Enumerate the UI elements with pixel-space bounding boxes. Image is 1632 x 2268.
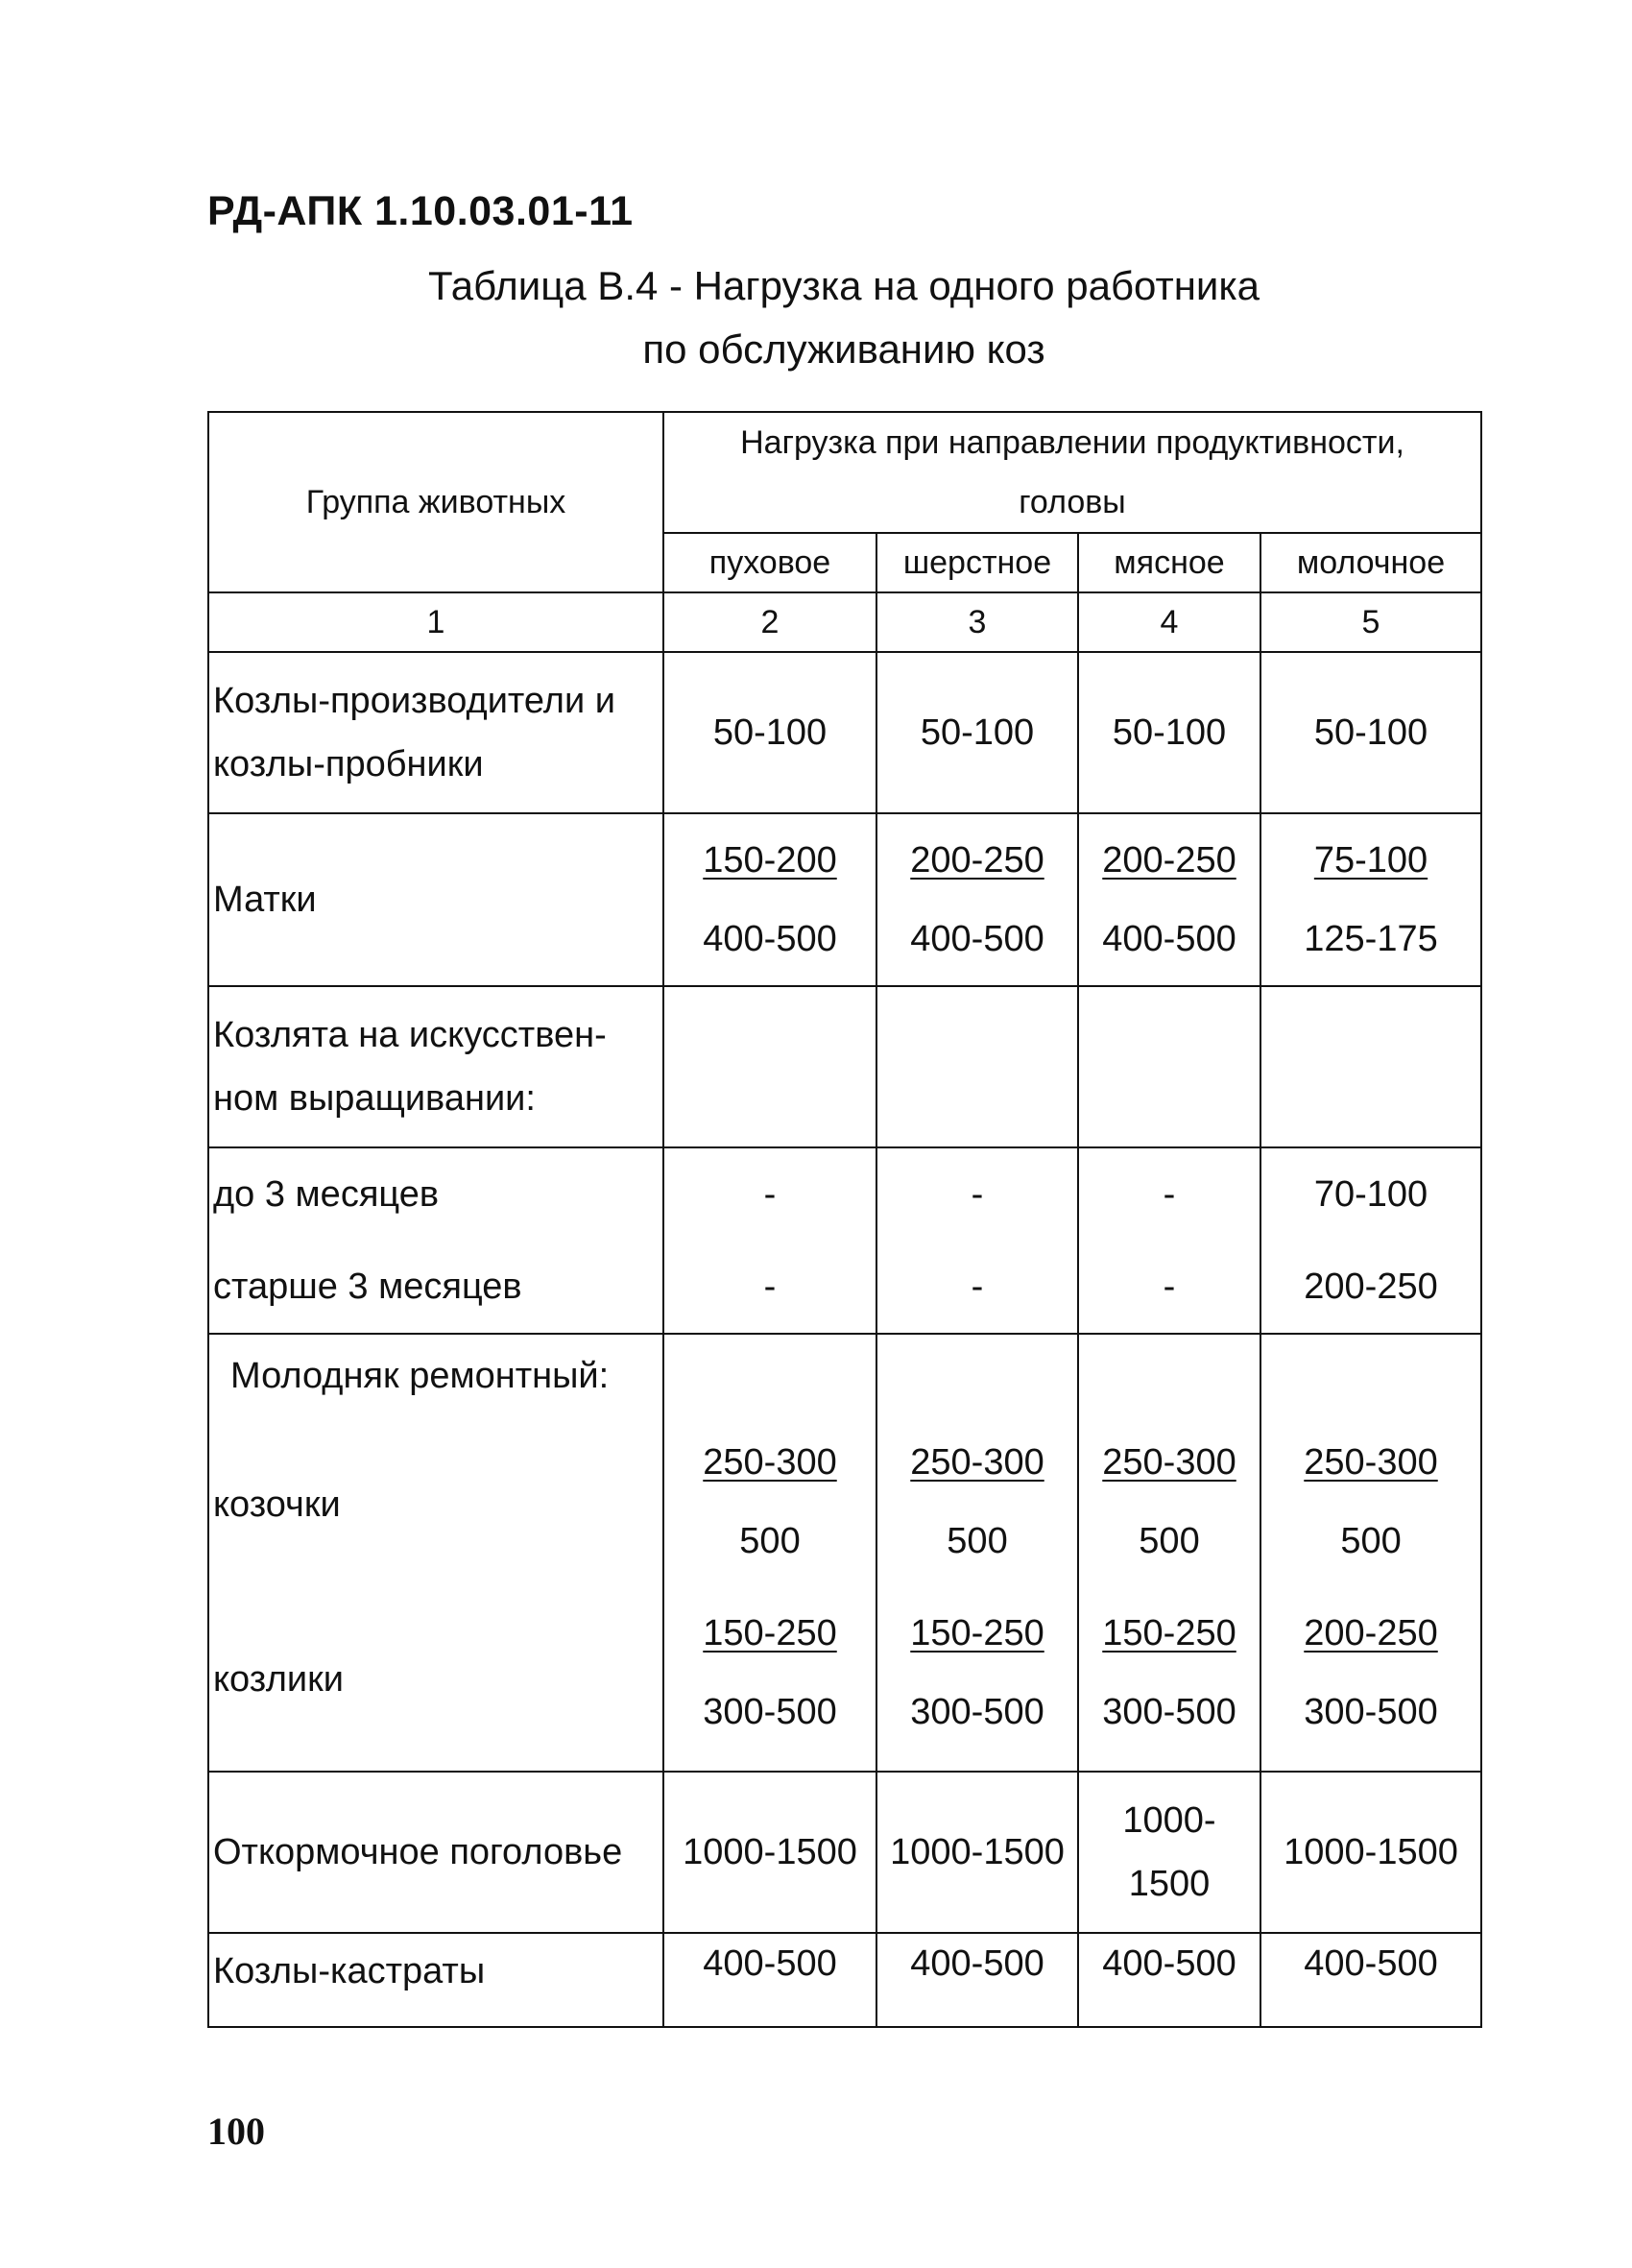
table-caption-line1: Таблица В.4 - Нагрузка на одного работника <box>427 263 1260 308</box>
cell-value-top: 150-250 <box>703 1613 837 1653</box>
cell-value-bottom: - <box>1163 1267 1176 1307</box>
column-number: 2 <box>663 592 876 652</box>
cell-value-top: - <box>763 1174 777 1215</box>
cell-value-bottom: 500 <box>947 1521 1008 1561</box>
table-cell: 50-100 <box>1078 652 1260 813</box>
table-cell <box>1260 1147 1481 1334</box>
row-label-castrates: Козлы-кастраты <box>208 1933 663 2027</box>
row-label-bucks <box>208 652 663 813</box>
table-cell <box>876 1334 1078 1772</box>
page-number: 100 <box>207 2110 265 2153</box>
cell-value-top: 250-300 <box>910 1442 1044 1483</box>
cell-value-bottom: 500 <box>739 1521 801 1561</box>
column-number: 1 <box>208 592 663 652</box>
table-cell <box>1260 813 1481 986</box>
table-cell <box>876 813 1078 986</box>
row-label-line: Молодняк ремонтный: <box>230 1356 610 1396</box>
cell-value-bottom: 200-250 <box>1304 1267 1438 1307</box>
column-number: 5 <box>1260 592 1481 652</box>
subheader-meat: мясное <box>1078 533 1260 592</box>
table-row-replacement-young <box>208 1334 1481 1772</box>
cell-value-top: 75-100 <box>1313 840 1428 881</box>
cell-value-top: - <box>971 1174 984 1215</box>
table-cell <box>1078 813 1260 986</box>
cell-value-top: 200-250 <box>910 840 1044 881</box>
table-cell-empty <box>1078 986 1260 1147</box>
table-cell <box>1078 1147 1260 1334</box>
table-cell-empty <box>1260 986 1481 1147</box>
table-cell: 1000-1500 <box>663 1772 876 1933</box>
table-cell-empty <box>663 986 876 1147</box>
table-cell: 1000-1500 <box>876 1772 1078 1933</box>
subheader-dairy: молочное <box>1260 533 1481 592</box>
table-cell <box>663 1147 876 1334</box>
goat-workload-table <box>207 411 1482 2028</box>
load-header-line2: головы <box>1019 484 1126 520</box>
subheader-down: пуховое <box>663 533 876 592</box>
row-label-line: козлики <box>213 1659 345 1700</box>
cell-value-bottom: 300-500 <box>703 1692 837 1732</box>
row-label-line: ном выращивании: <box>213 1078 536 1119</box>
column-number-row <box>208 592 1481 652</box>
cell-value-bottom: 300-500 <box>910 1692 1044 1732</box>
cell-value-bottom: 400-500 <box>703 919 837 959</box>
table-cell <box>663 813 876 986</box>
table-cell <box>1078 1334 1260 1772</box>
table-row-bucks <box>208 652 1481 813</box>
table-row-castrates <box>208 1933 1481 2027</box>
table-cell: 1000-1500 <box>1260 1772 1481 1933</box>
animal-group-header: Группа животных <box>208 412 663 592</box>
cell-value-top: - <box>1163 1174 1176 1215</box>
cell-value-top: 150-200 <box>703 840 837 881</box>
table-cell: 50-100 <box>1260 652 1481 813</box>
table-row-kid-ages <box>208 1147 1481 1334</box>
cell-value-top: 200-250 <box>1304 1613 1438 1653</box>
row-label-line: Козлята на искусствен- <box>213 1015 607 1055</box>
subheader-wool: шерстное <box>876 533 1078 592</box>
cell-value-bottom: 300-500 <box>1102 1692 1236 1732</box>
table-cell: 400-500 <box>1260 1933 1481 2027</box>
table-cell <box>1260 1334 1481 1772</box>
cell-value-top: 150-250 <box>910 1613 1044 1653</box>
cell-value-bottom: 300-500 <box>1304 1692 1438 1732</box>
row-label-replacement-young <box>208 1334 663 1772</box>
cell-value-top: 70-100 <box>1313 1174 1428 1215</box>
row-label-kids <box>208 986 663 1147</box>
cell-value-top: 200-250 <box>1102 840 1236 881</box>
table-cell: 400-500 <box>663 1933 876 2027</box>
row-label-line: старше 3 месяцев <box>213 1267 522 1307</box>
table-header-row <box>208 412 1481 533</box>
table-cell: 400-500 <box>876 1933 1078 2027</box>
row-label-kid-ages <box>208 1147 663 1334</box>
table-caption-line2: по обслуживанию коз <box>642 326 1045 372</box>
table-cell: 50-100 <box>876 652 1078 813</box>
table-cell-empty <box>876 986 1078 1147</box>
column-number: 4 <box>1078 592 1260 652</box>
cell-value-top: 250-300 <box>703 1442 837 1483</box>
cell-value-bottom: 400-500 <box>1102 919 1236 959</box>
table-cell: 400-500 <box>1078 1933 1260 2027</box>
cell-value-top: 250-300 <box>1102 1442 1236 1483</box>
table-row-kids <box>208 986 1481 1147</box>
cell-value-bottom: 1500 <box>1128 1864 1211 1904</box>
cell-value-bottom: 500 <box>1139 1521 1200 1561</box>
cell-value-top: 250-300 <box>1304 1442 1438 1483</box>
cell-value-bottom: - <box>763 1267 777 1307</box>
load-header-line1: Нагрузка при направлении продуктивности, <box>740 424 1404 461</box>
cell-value-top: 150-250 <box>1102 1613 1236 1653</box>
cell-value-bottom: 400-500 <box>910 919 1044 959</box>
cell-value-bottom: 500 <box>1340 1521 1402 1561</box>
cell-value-top: 1000- <box>1122 1800 1216 1841</box>
row-label-line: Козлы-производители и <box>213 681 615 721</box>
row-label-fattening: Откормочное поголовье <box>208 1772 663 1933</box>
row-label-line: до 3 месяцев <box>213 1174 440 1215</box>
table-row-does <box>208 813 1481 986</box>
cell-value-bottom: - <box>971 1267 984 1307</box>
row-label-line: козлы-пробники <box>213 744 484 784</box>
row-label-line: козочки <box>213 1484 341 1525</box>
table-cell <box>1078 1772 1260 1933</box>
column-number: 3 <box>876 592 1078 652</box>
table-cell <box>663 1334 876 1772</box>
cell-value-bottom: 125-175 <box>1304 919 1438 959</box>
row-label-does: Матки <box>208 813 663 986</box>
table-cell <box>876 1147 1078 1334</box>
table-row-fattening <box>208 1772 1481 1933</box>
document-code: РД-АПК 1.10.03.01-11 <box>207 188 634 234</box>
table-cell: 50-100 <box>663 652 876 813</box>
load-header <box>663 412 1481 533</box>
